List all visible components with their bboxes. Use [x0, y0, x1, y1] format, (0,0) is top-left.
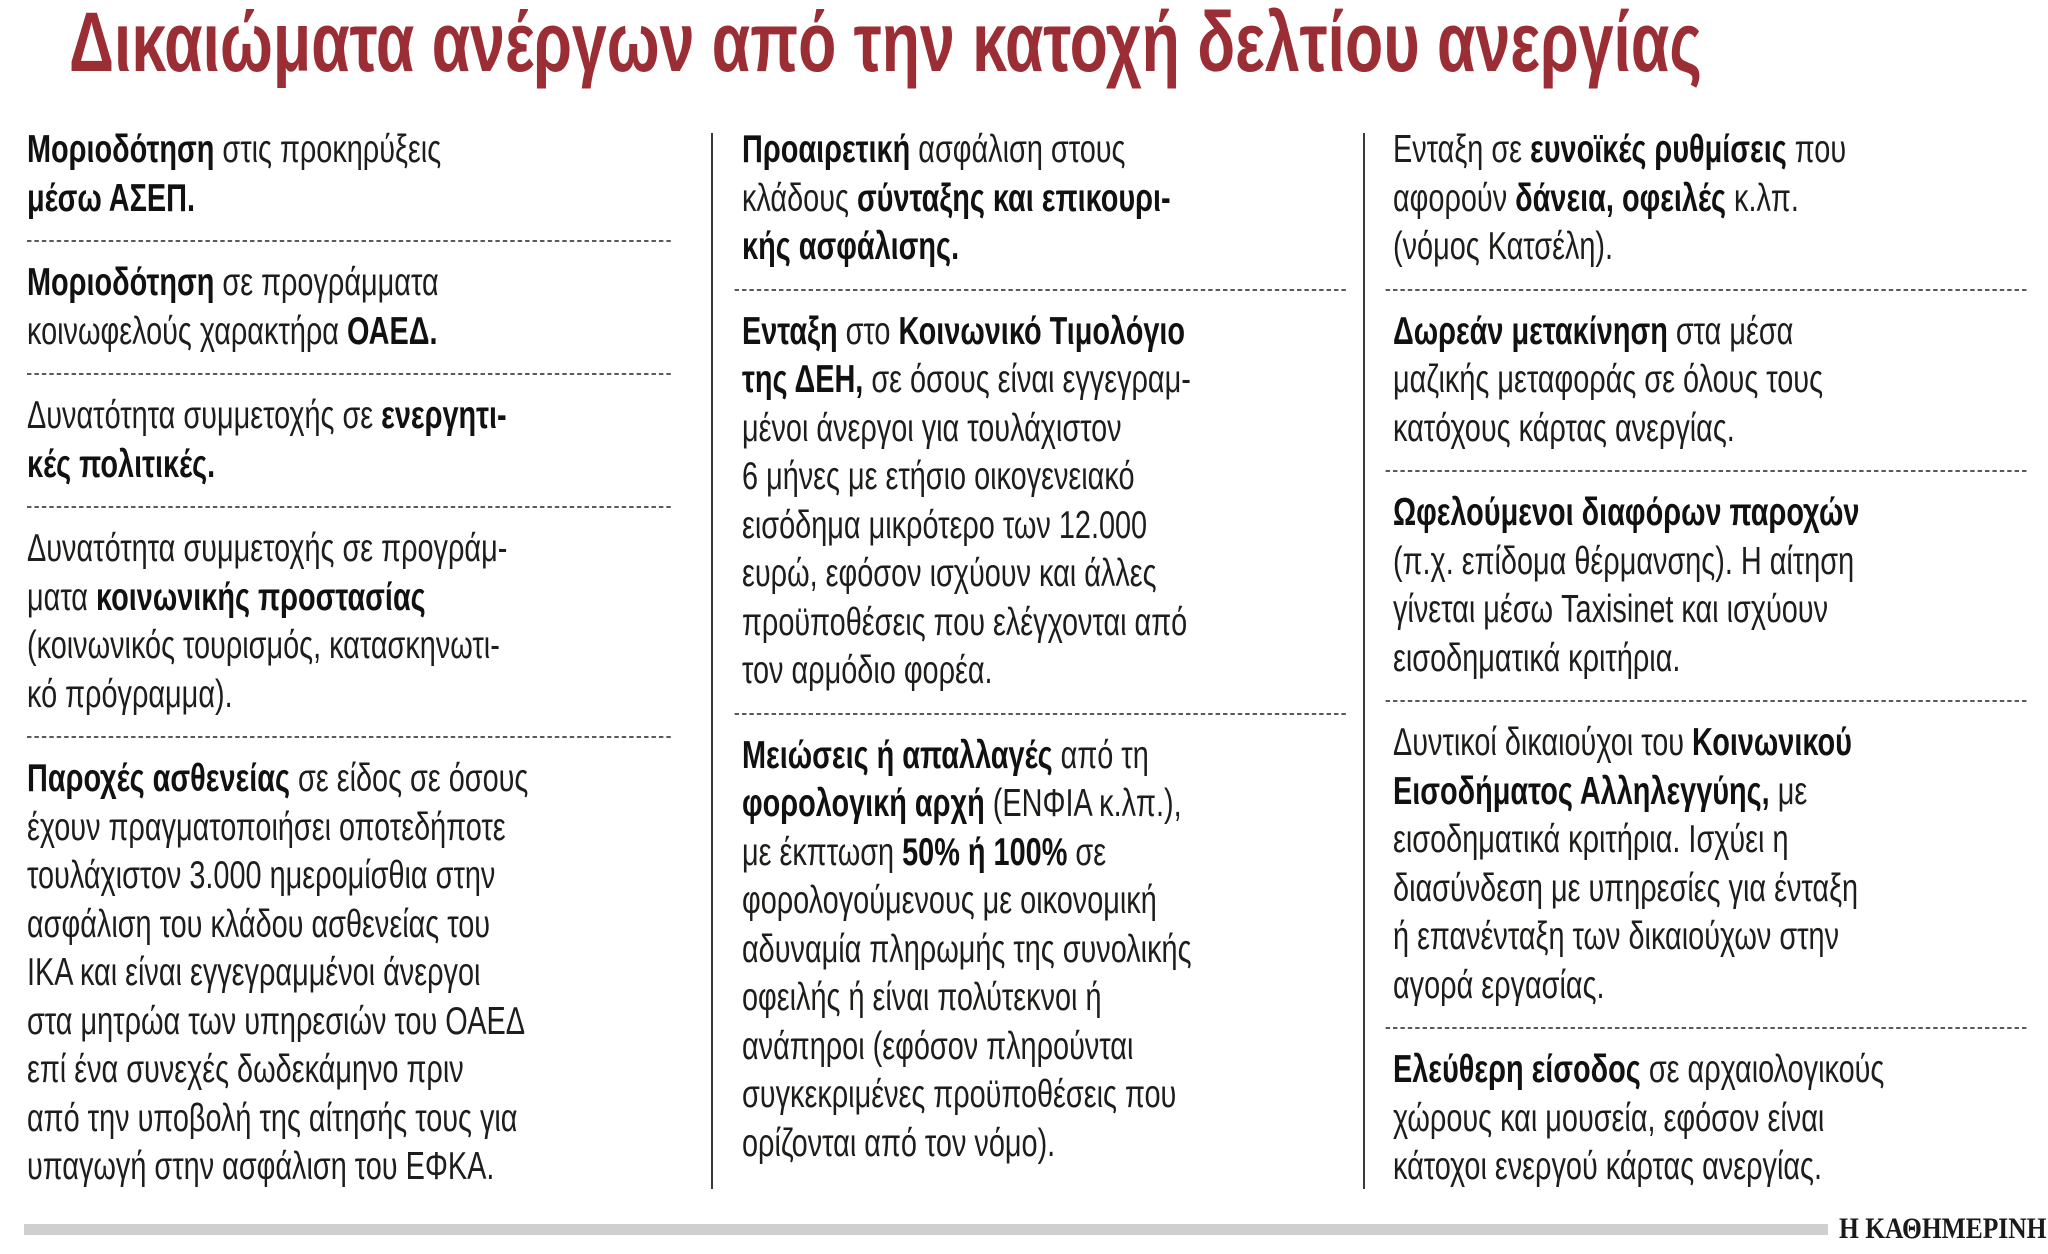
text-line: [1393, 586, 2044, 635]
regular-text: ευρώ, εφόσον ισχύουν και άλλες: [742, 552, 1157, 595]
regular-text: που: [1786, 128, 1847, 171]
regular-text: εισοδηματικά κριτήρια. Ισχύει η: [1393, 818, 1789, 861]
regular-text: ορίζονται από τον νόμο).: [742, 1121, 1056, 1165]
regular-text: στις προκηρύξεις: [214, 128, 442, 171]
text-line: [1393, 1143, 2044, 1192]
text-line: [27, 949, 681, 998]
benefit-item: [742, 126, 1356, 289]
text-line: [1393, 356, 2044, 405]
regular-text: ασφάλιση του κλάδου ασθενείας του: [27, 902, 491, 946]
regular-text: (κοινωνικός τουρισμός, κατασκηνωτι-: [27, 624, 500, 667]
bold-text: ενεργητι-: [381, 394, 507, 437]
text-line: [742, 308, 1356, 357]
column-3-content: [1393, 126, 2044, 1209]
publisher-logo: Η ΚΑΘΗΜΕΡΙΝΗ: [1839, 1212, 2047, 1245]
regular-text: Δυνατότητα συμμετοχής σε προγράμ-: [27, 527, 508, 570]
regular-text: σε προγράμματα: [214, 261, 439, 304]
regular-text: αδυναμία πληρωμής της συνολικής: [742, 927, 1192, 971]
regular-text: σε όσους είναι εγγεγραμ-: [863, 358, 1191, 401]
text-line: [27, 804, 681, 853]
dashed-separator: [735, 289, 1346, 291]
regular-text: οφειλής ή είναι πολύτεκνοι ή: [742, 976, 1102, 1019]
bold-text: Ενταξη: [742, 309, 838, 353]
bold-text: Ωφελούμενοι διαφόρων παροχών: [1393, 491, 1860, 534]
bold-text: ευνοϊκές ρυθμίσεις: [1530, 128, 1787, 171]
benefit-item: [742, 732, 1356, 1186]
text-line: [27, 259, 681, 308]
regular-text: με έκπτωση: [742, 830, 903, 874]
dashed-separator: [1386, 1027, 2027, 1029]
dashed-separator: [1386, 700, 2027, 702]
dashed-separator: [27, 736, 671, 738]
bold-text: ΟΑΕΔ.: [347, 309, 438, 353]
regular-text: στα μέσα: [1667, 309, 1794, 353]
regular-text: ΙΚΑ και είναι εγγεγραμμένοι άνεργοι: [27, 951, 481, 994]
text-line: [1393, 962, 2044, 1011]
regular-text: σε αρχαιολογικούς: [1640, 1048, 1885, 1091]
column-3: [1393, 126, 2048, 1209]
text-line: [27, 392, 681, 441]
regular-text: υπαγωγή στην ασφάλιση του ΕΦΚΑ.: [27, 1145, 495, 1188]
text-line: [742, 356, 1356, 405]
regular-text: εισόδημα μικρότερο των 12.000: [742, 503, 1148, 547]
footer-bar: [24, 1224, 1828, 1235]
bold-text: Δωρεάν μετακίνηση: [1393, 309, 1668, 353]
regular-text: έχουν πραγματοποιήσει οποτεδήποτε: [27, 805, 506, 849]
text-line: [27, 1095, 681, 1144]
text-line: [742, 829, 1356, 878]
regular-text: μαζικής μεταφοράς σε όλους τους: [1393, 358, 1823, 401]
dashed-separator: [27, 506, 671, 508]
bold-text: κοινωνικής προστασίας: [96, 575, 426, 619]
regular-text: κό πρόγραμμα).: [27, 672, 233, 716]
text-line: [1393, 865, 2044, 914]
text-line: [1393, 1046, 2044, 1095]
text-line: [27, 441, 681, 490]
bold-text: Ελεύθερη είσοδος: [1393, 1048, 1641, 1091]
regular-text: Δυντικοί δικαιούχοι του: [1393, 721, 1693, 764]
benefit-item: [1393, 1046, 2044, 1209]
benefit-item: [27, 525, 681, 736]
text-line: [1393, 1095, 2044, 1144]
bold-text: Κοινωνικού: [1692, 721, 1852, 764]
regular-text: (π.χ. επίδομα θέρμανσης). Η αίτηση: [1393, 539, 1855, 583]
regular-text: με: [1769, 769, 1808, 813]
text-line: [1393, 538, 2044, 587]
dashed-separator: [27, 240, 671, 242]
text-line: [27, 755, 681, 804]
text-line: [27, 671, 681, 720]
regular-text: επί ένα συνεχές δωδεκάμηνο πριν: [27, 1048, 464, 1091]
regular-text: φορολογούμενους με οικονομική: [742, 879, 1157, 922]
regular-text: μένοι άνεργοι για τουλάχιστον: [742, 406, 1122, 450]
text-line: [27, 574, 681, 623]
dashed-separator: [27, 373, 671, 375]
benefit-item: [27, 755, 681, 1209]
text-line: [742, 1120, 1356, 1169]
text-line: [1393, 913, 2044, 962]
regular-text: τον αρμόδιο φορέα.: [742, 649, 993, 692]
regular-text: κλάδους: [742, 176, 857, 220]
regular-text: γίνεται μέσω Taxisinet και ισχύουν: [1393, 588, 1829, 631]
benefit-item: [742, 308, 1356, 713]
page-title: Δικαιώματα ανέργων από την κατοχή δελτίου ανεργίας: [69, 0, 1702, 89]
text-line: [742, 223, 1356, 272]
text-line: [1393, 308, 2044, 357]
text-line: [742, 599, 1356, 648]
header: [0, 0, 2048, 94]
regular-text: χώρους και μουσεία, εφόσον είναι: [1393, 1096, 1825, 1140]
text-line: [27, 175, 681, 224]
text-line: [27, 852, 681, 901]
column-divider: [1363, 133, 1365, 1189]
text-line: [27, 998, 681, 1047]
regular-text: ματα: [27, 575, 97, 619]
regular-text: συγκεκριμένες προϋποθέσεις που: [742, 1073, 1177, 1116]
text-line: [27, 1143, 681, 1192]
bold-text: Κοινωνικό Τιμολόγιο: [898, 309, 1186, 353]
regular-text: κοινωφελούς χαρακτήρα: [27, 309, 348, 353]
bold-text: 50% ή 100%: [902, 830, 1068, 874]
text-line: [1393, 768, 2044, 817]
text-line: [27, 525, 681, 574]
text-line: [1393, 405, 2044, 454]
text-line: [742, 1071, 1356, 1120]
text-line: [742, 974, 1356, 1023]
bold-text: Μοριοδότηση: [27, 128, 215, 171]
text-line: [742, 550, 1356, 599]
regular-text: αφορούν: [1393, 176, 1516, 220]
regular-text: τουλάχιστον 3.000 ημερομίσθια στην: [27, 854, 496, 897]
regular-text: 6 μήνες με ετήσιο οικογενειακό: [742, 455, 1135, 498]
text-line: [742, 405, 1356, 454]
dashed-separator: [1386, 470, 2027, 472]
regular-text: από τη: [1052, 733, 1149, 777]
text-line: [742, 1023, 1356, 1072]
text-line: [1393, 816, 2044, 865]
text-line: [1393, 719, 2044, 768]
bold-text: φορολογική αρχή: [742, 782, 985, 825]
benefit-item: [1393, 126, 2044, 289]
bold-text: Μοριοδότηση: [27, 261, 215, 304]
bold-text: μέσω ΑΣΕΠ.: [27, 176, 196, 220]
text-line: [742, 175, 1356, 224]
regular-text: Ενταξη σε: [1393, 128, 1531, 171]
text-line: [1393, 223, 2044, 272]
text-line: [742, 126, 1356, 175]
column-divider: [711, 133, 713, 1189]
dashed-separator: [1386, 289, 2027, 291]
bold-text: της ΔΕΗ,: [742, 358, 864, 401]
text-line: [1393, 126, 2044, 175]
bold-text: Μειώσεις ή απαλλαγές: [742, 733, 1053, 777]
text-line: [742, 647, 1356, 696]
benefit-item: [27, 126, 681, 240]
regular-text: από την υποβολή της αίτησής τους για: [27, 1096, 518, 1140]
text-line: [1393, 635, 2044, 684]
regular-text: εισοδηματικά κριτήρια.: [1393, 636, 1681, 680]
column-2-content: [742, 126, 1356, 1185]
benefit-item: [1393, 719, 2044, 1027]
regular-text: προϋποθέσεις που ελέγχονται από: [742, 600, 1188, 644]
text-line: [742, 780, 1356, 829]
regular-text: ή επανένταξη των δικαιούχων στην: [1393, 915, 1840, 958]
benefit-item: [1393, 489, 2044, 700]
text-line: [27, 308, 681, 357]
bold-text: σύνταξης και επικουρι-: [856, 176, 1171, 220]
regular-text: σε είδος σε όσους: [289, 757, 529, 800]
regular-text: αγορά εργασίας.: [1393, 963, 1605, 1007]
regular-text: στα μητρώα των υπηρεσιών του ΟΑΕΔ: [27, 999, 525, 1043]
regular-text: ανάπηροι (εφόσον πληρούνται: [742, 1024, 1134, 1068]
bold-text: κής ασφάλισης.: [742, 225, 960, 268]
benefit-item: [27, 392, 681, 506]
text-line: [742, 877, 1356, 926]
regular-text: (νόμος Κατσέλη).: [1393, 225, 1614, 268]
benefit-item: [27, 259, 681, 373]
text-line: [27, 622, 681, 671]
text-line: [742, 502, 1356, 551]
regular-text: διασύνδεση με υπηρεσίες για ένταξη: [1393, 866, 1859, 910]
column-1-content: [27, 126, 681, 1209]
text-line: [27, 126, 681, 175]
regular-text: σε: [1067, 830, 1107, 874]
text-line: [742, 926, 1356, 975]
bold-text: Προαιρετική: [742, 128, 911, 171]
bold-text: κές πολιτικές.: [27, 442, 216, 486]
benefit-item: [1393, 308, 2044, 471]
regular-text: ασφάλιση στους: [910, 128, 1126, 171]
regular-text: Δυνατότητα συμμετοχής σε: [27, 394, 382, 437]
text-line: [1393, 175, 2044, 224]
bold-text: δάνεια, οφειλές: [1515, 176, 1727, 220]
bold-text: Εισοδήματος Αλληλεγγύης,: [1393, 769, 1770, 813]
bold-text: Παροχές ασθενείας: [27, 757, 290, 800]
text-line: [742, 732, 1356, 781]
regular-text: κάτοχοι ενεργού κάρτας ανεργίας.: [1393, 1145, 1822, 1188]
regular-text: στο: [837, 309, 899, 353]
regular-text: κατόχους κάρτας ανεργίας.: [1393, 406, 1735, 450]
dashed-separator: [735, 713, 1346, 715]
text-line: [27, 1046, 681, 1095]
text-line: [1393, 489, 2044, 538]
text-line: [742, 453, 1356, 502]
text-line: [27, 901, 681, 950]
regular-text: (ΕΝΦΙΑ κ.λπ.),: [984, 782, 1182, 825]
regular-text: κ.λπ.: [1726, 176, 1799, 220]
